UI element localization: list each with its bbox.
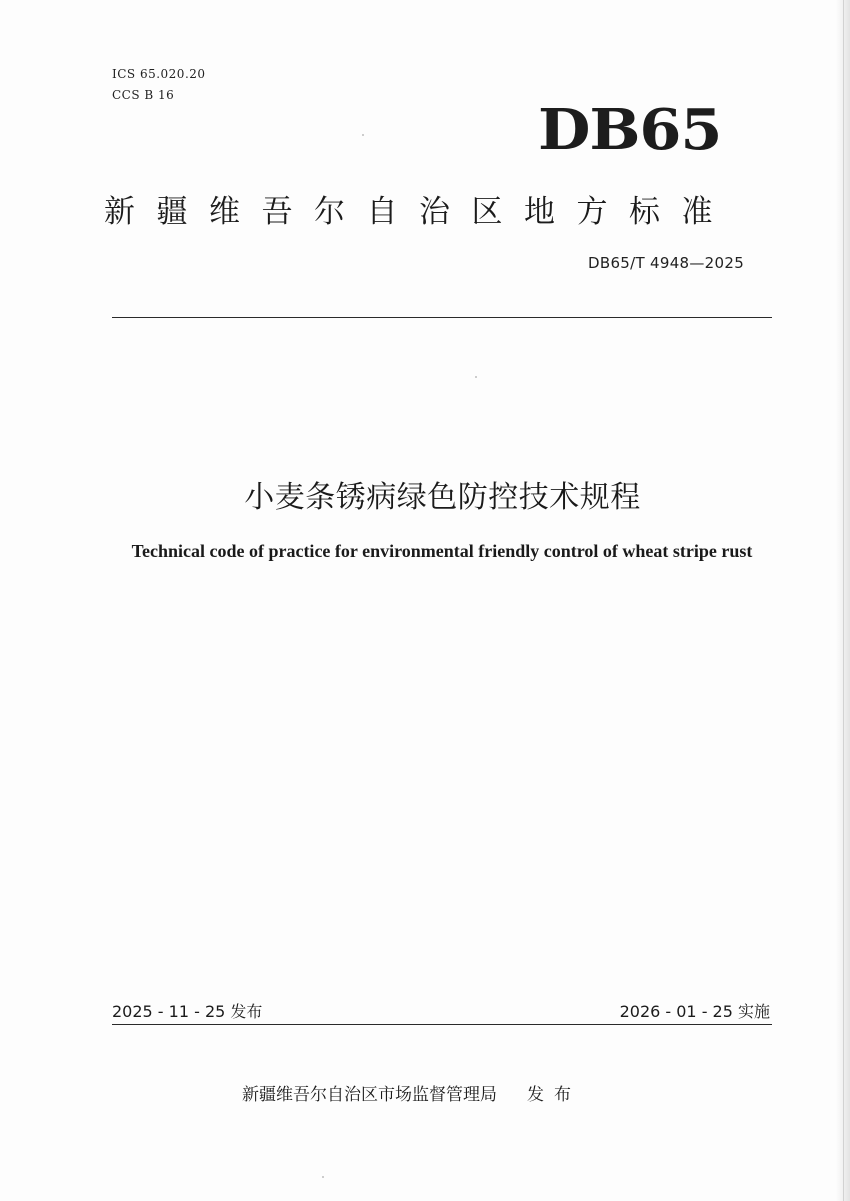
issuer-name: 新疆维吾尔自治区市场监督管理局 bbox=[242, 1085, 497, 1105]
bottom-divider bbox=[112, 1024, 772, 1025]
standard-number: DB65/T 4948—2025 bbox=[588, 254, 745, 272]
title-chinese: 小麦条锈病绿色防控技术规程 bbox=[244, 480, 641, 515]
implementation-date: 2026 - 01 - 25 实施 bbox=[619, 1002, 770, 1021]
issue-date: 2025 - 11 - 25 发布 bbox=[112, 1002, 263, 1021]
issuer-action: 发布 bbox=[527, 1085, 581, 1105]
scan-speck bbox=[475, 376, 477, 378]
issuer-line bbox=[242, 1080, 581, 1105]
standard-classification: 新疆维吾尔自治区地方标准 bbox=[104, 194, 734, 230]
ccs-code: CCS B 16 bbox=[112, 88, 175, 102]
title-english: Technical code of practice for environmental friendly control of wheat stripe rust bbox=[131, 541, 753, 561]
scan-speck bbox=[362, 134, 364, 136]
scan-speck bbox=[322, 1176, 324, 1178]
db65-logo: DB65 bbox=[538, 97, 722, 163]
ics-code: ICS 65.020.20 bbox=[112, 67, 206, 81]
top-divider bbox=[112, 317, 772, 318]
scan-edge-line bbox=[843, 0, 844, 1201]
